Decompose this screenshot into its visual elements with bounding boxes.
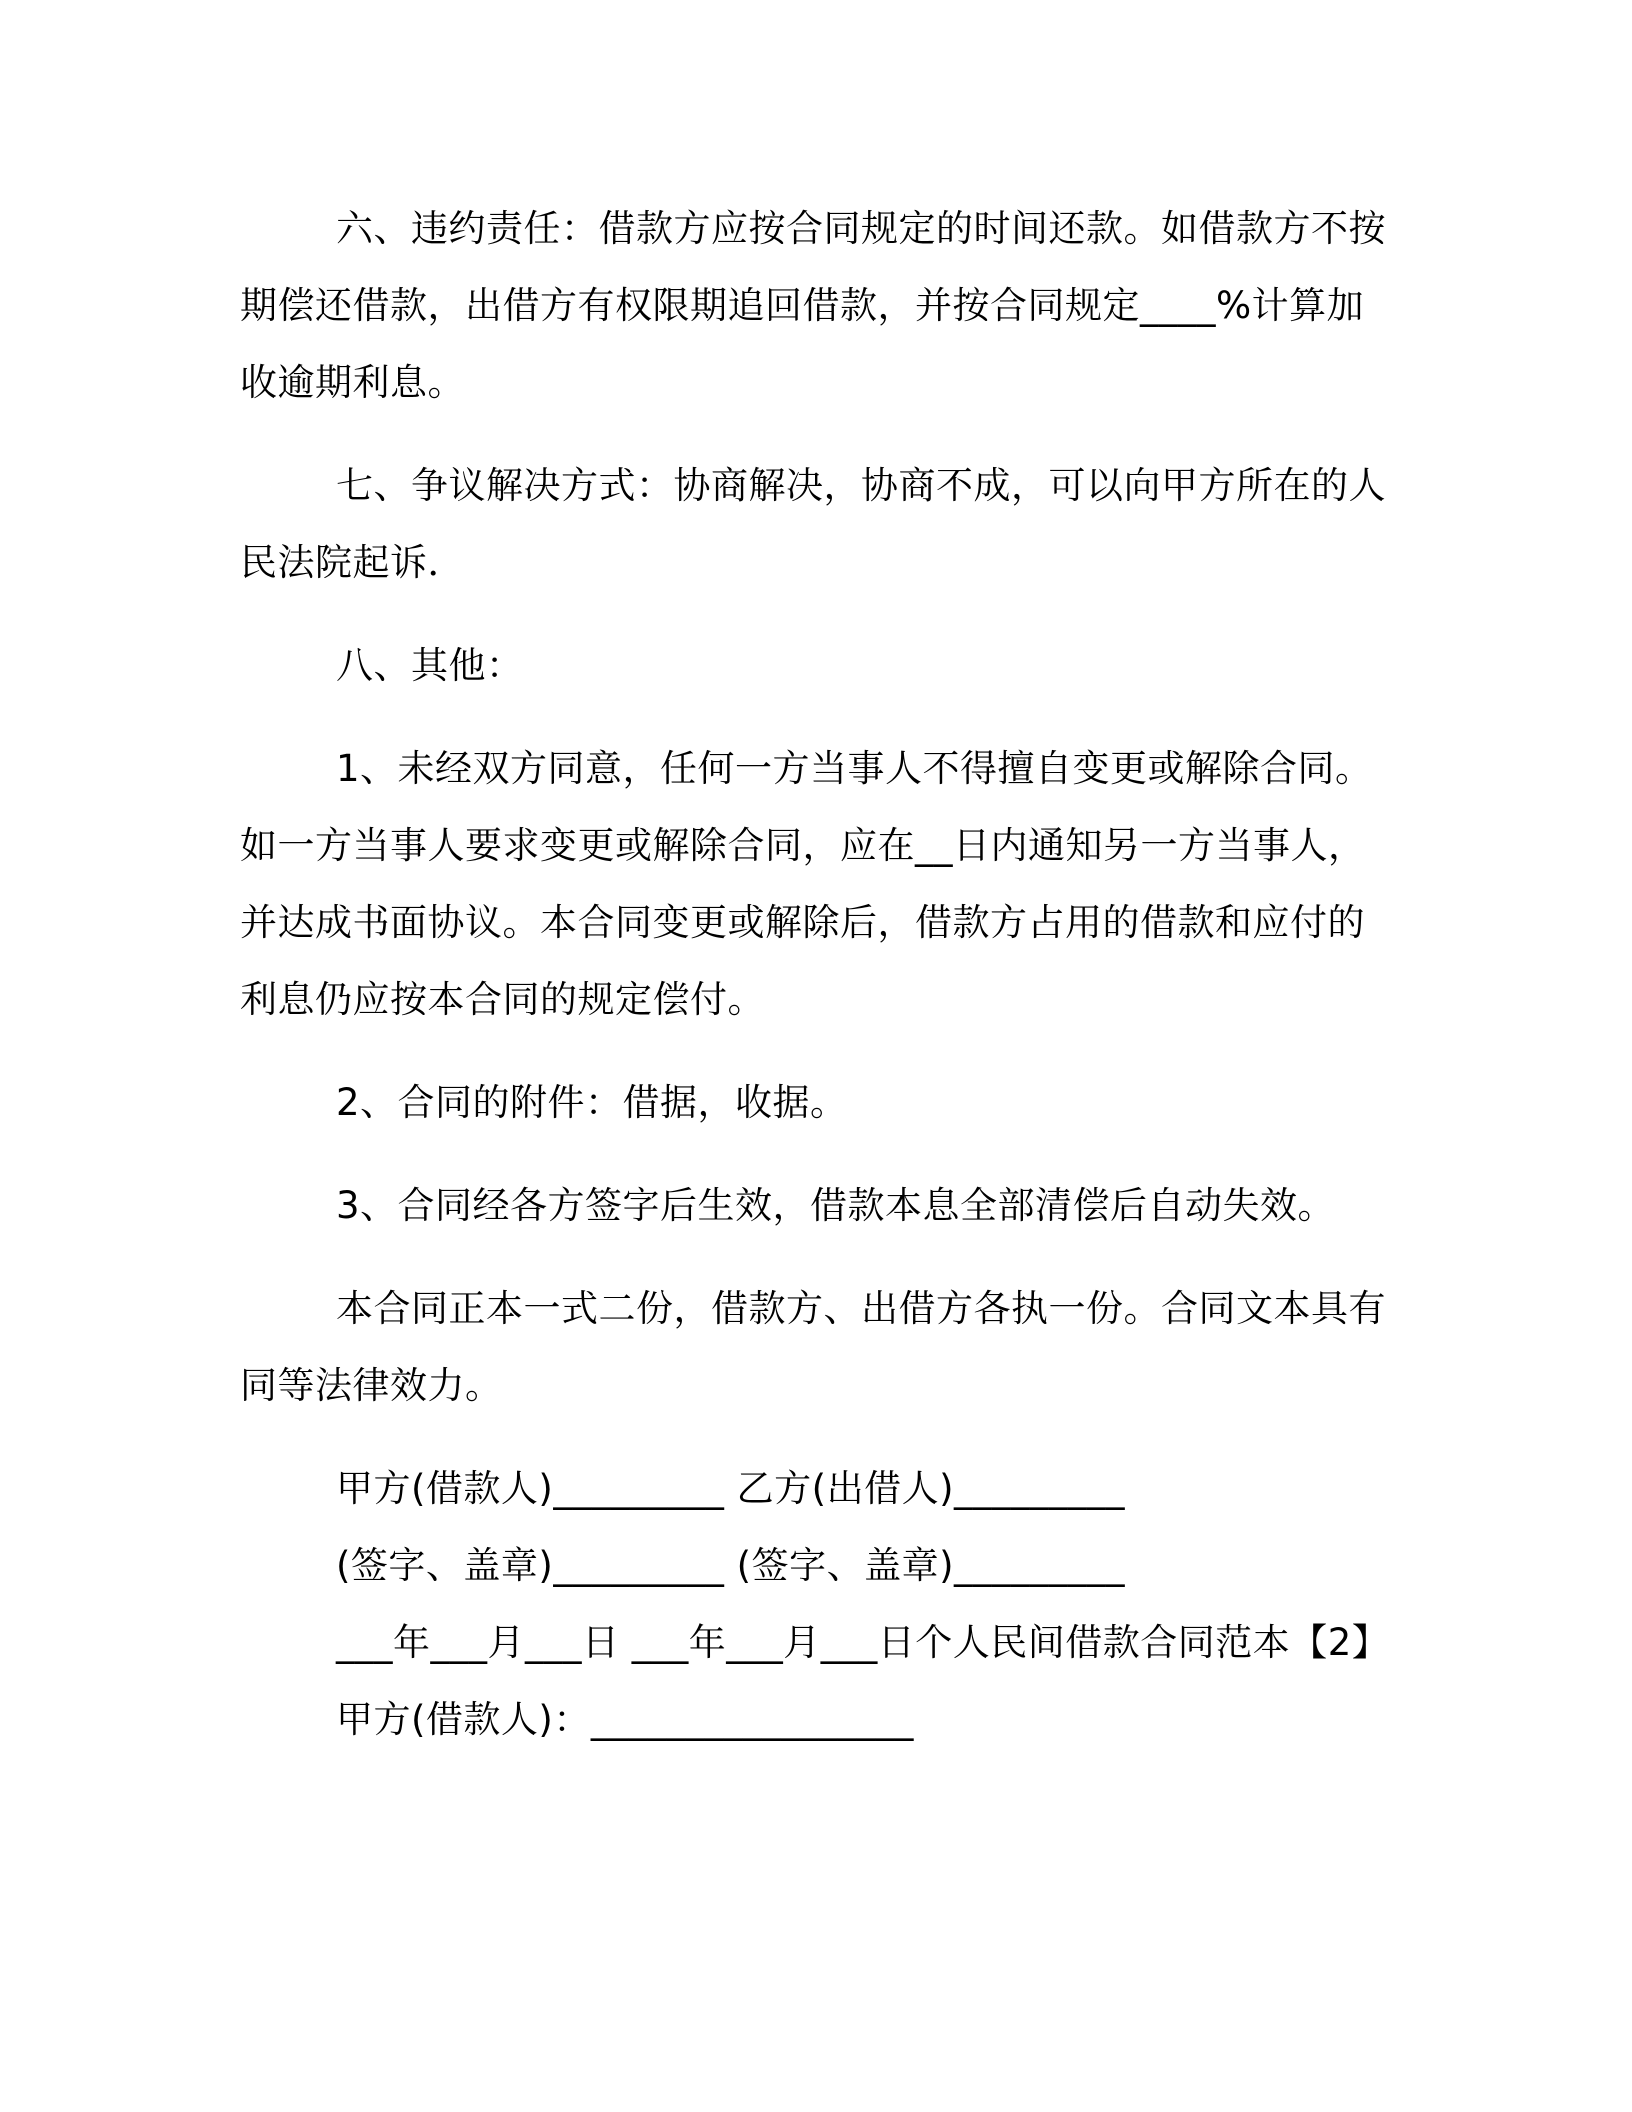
clause-eight-item-2: 2、合同的附件：借据，收据。 — [336, 1081, 848, 1124]
signature-party-line: 甲方(借款人)_________ 乙方(出借人)_________ — [336, 1467, 1126, 1510]
signature-date-line: ___年___月___日 ___年___月___日个人民间借款合同范本【2】 — [336, 1621, 1390, 1664]
clause-eight-item-3: 3、合同经各方签字后生效，借款本息全部清偿后自动失效。 — [336, 1184, 1336, 1227]
document-body — [240, 190, 1390, 1758]
copies-statement: 本合同正本一式二份，借款方、出借方各执一份。合同文本具有同等法律效力。 — [240, 1287, 1386, 1407]
signature-seal-line: (签字、盖章)_________ (签字、盖章)_________ — [336, 1544, 1126, 1587]
clause-six-liability: 六、违约责任：借款方应按合同规定的时间还款。如借款方不按期偿还借款，出借方有权限期追回借款，并按合同规定____%计算加收逾期利息。 — [240, 207, 1386, 404]
clause-seven-dispute: 七、争议解决方式：协商解决，协商不成，可以向甲方所在的人民法院起诉． — [240, 464, 1386, 584]
clause-eight-item-1: 1、未经双方同意，任何一方当事人不得擅自变更或解除合同。如一方当事人要求变更或解除合同，应在__日内通知另一方当事人，并达成书面协议。本合同变更或解除后，借款方占用的借款和应付的利息仍应按本合同的规定偿付。 — [240, 747, 1373, 1021]
party-a-borrower-line: 甲方(借款人)：_________________ — [336, 1698, 914, 1741]
clause-eight-other: 八、其他： — [336, 644, 524, 687]
